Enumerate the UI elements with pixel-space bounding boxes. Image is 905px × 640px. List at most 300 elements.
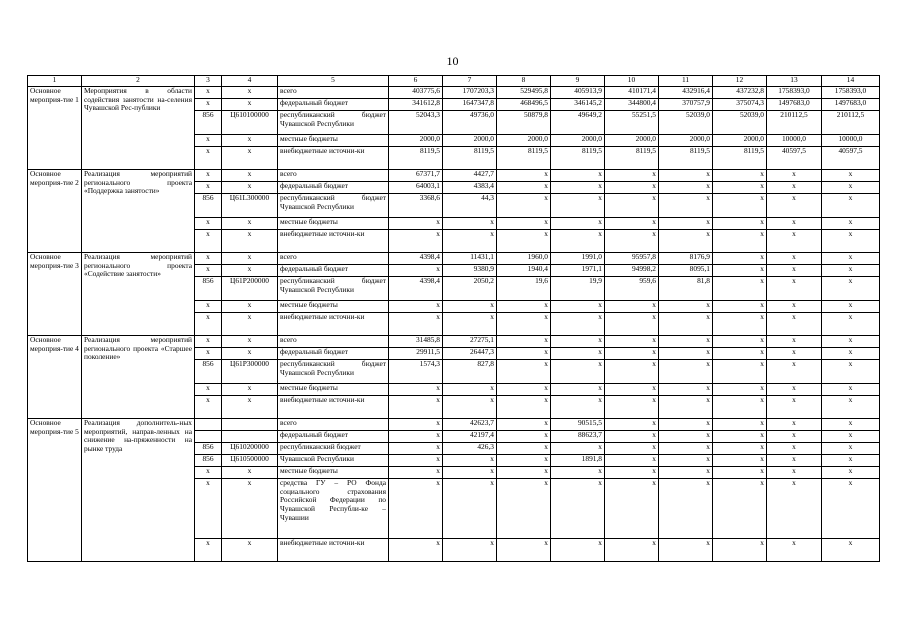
amount-cell: 1758393,0 — [767, 87, 822, 99]
amount-cell: 8119,5 — [443, 147, 497, 170]
amount-cell: х — [551, 396, 605, 419]
amount-cell: х — [713, 455, 767, 467]
amount-cell: 341612,8 — [389, 99, 443, 111]
amount-cell: х — [767, 443, 822, 455]
amount-cell: 8119,5 — [497, 147, 551, 170]
amount-cell: х — [605, 301, 659, 313]
amount-cell: х — [605, 194, 659, 218]
admin-code-cell: х — [195, 87, 222, 99]
amount-cell: х — [822, 479, 880, 539]
amount-cell: 210112,5 — [822, 111, 880, 135]
amount-cell: 1497683,0 — [767, 99, 822, 111]
amount-cell: х — [497, 313, 551, 336]
amount-cell: х — [767, 170, 822, 182]
amount-cell: 344800,4 — [605, 99, 659, 111]
admin-code-cell: х — [195, 265, 222, 277]
budget-code-cell: х — [222, 265, 278, 277]
budget-code-cell: х — [222, 348, 278, 360]
funding-source-cell: федеральный бюджет — [278, 99, 389, 111]
amount-cell: 959,6 — [605, 277, 659, 301]
amount-cell: 2000,0 — [551, 135, 605, 147]
amount-cell: х — [389, 443, 443, 455]
funding-source-cell: внебюджетные источни-ки — [278, 313, 389, 336]
amount-cell: х — [605, 384, 659, 396]
amount-cell: 468496,5 — [497, 99, 551, 111]
amount-cell: 8176,9 — [659, 253, 713, 265]
column-number: 12 — [713, 76, 767, 87]
budget-code-cell: х — [222, 301, 278, 313]
funding-source-cell: всего — [278, 170, 389, 182]
amount-cell: х — [443, 301, 497, 313]
budget-code-cell: х — [222, 467, 278, 479]
admin-code-cell: х — [195, 147, 222, 170]
amount-cell: х — [443, 455, 497, 467]
amount-cell: х — [713, 384, 767, 396]
amount-cell: х — [822, 313, 880, 336]
amount-cell: 81,8 — [659, 277, 713, 301]
amount-cell: 55251,5 — [605, 111, 659, 135]
amount-cell: х — [713, 348, 767, 360]
amount-cell: х — [551, 348, 605, 360]
amount-cell: х — [767, 182, 822, 194]
amount-cell: 370757,9 — [659, 99, 713, 111]
amount-cell: х — [659, 313, 713, 336]
amount-cell: 64003,1 — [389, 182, 443, 194]
amount-cell: х — [767, 467, 822, 479]
amount-cell: х — [767, 301, 822, 313]
table-row — [28, 253, 880, 265]
budget-code-cell: х — [222, 253, 278, 265]
funding-source-cell: федеральный бюджет — [278, 265, 389, 277]
amount-cell: х — [497, 360, 551, 384]
admin-code-cell: х — [195, 467, 222, 479]
amount-cell: 88623,7 — [551, 431, 605, 443]
amount-cell: х — [605, 348, 659, 360]
amount-cell: 1574,3 — [389, 360, 443, 384]
amount-cell: х — [551, 539, 605, 562]
amount-cell: х — [767, 277, 822, 301]
amount-cell: х — [822, 277, 880, 301]
amount-cell: х — [659, 348, 713, 360]
admin-code-cell: х — [195, 396, 222, 419]
amount-cell: х — [497, 419, 551, 431]
funding-source-cell: федеральный бюджет — [278, 182, 389, 194]
funding-source-cell: местные бюджеты — [278, 218, 389, 230]
amount-cell: 2000,0 — [389, 135, 443, 147]
amount-cell: 529495,8 — [497, 87, 551, 99]
budget-code-cell: Ц610200000 — [222, 443, 278, 455]
amount-cell: х — [713, 253, 767, 265]
funding-source-cell: республиканский бюджет Чувашской Республики — [278, 111, 389, 135]
amount-cell: х — [443, 313, 497, 336]
admin-code-cell: х — [195, 479, 222, 539]
amount-cell: х — [497, 396, 551, 419]
amount-cell: 2000,0 — [497, 135, 551, 147]
amount-cell: х — [713, 170, 767, 182]
amount-cell: х — [767, 313, 822, 336]
amount-cell: 403775,6 — [389, 87, 443, 99]
amount-cell: х — [713, 396, 767, 419]
amount-cell: х — [713, 443, 767, 455]
amount-cell: х — [497, 467, 551, 479]
amount-cell: х — [551, 443, 605, 455]
column-number: 4 — [222, 76, 278, 87]
admin-code-cell: 856 — [195, 194, 222, 218]
funding-source-cell: федеральный бюджет — [278, 431, 389, 443]
amount-cell: х — [822, 467, 880, 479]
amount-cell: 4427,7 — [443, 170, 497, 182]
table-body — [28, 76, 880, 562]
measure-title: Основное мероприя-тие 2 — [28, 170, 82, 253]
admin-code-cell: 856 — [195, 277, 222, 301]
amount-cell: х — [443, 396, 497, 419]
amount-cell: 1960,0 — [497, 253, 551, 265]
measure-description: Реализация мероприятий регионального проекта «Старшее поколение» — [82, 336, 195, 419]
amount-cell: 1647347,8 — [443, 99, 497, 111]
amount-cell: 4398,4 — [389, 253, 443, 265]
amount-cell: х — [767, 384, 822, 396]
amount-cell: х — [389, 431, 443, 443]
amount-cell: х — [605, 336, 659, 348]
column-number: 11 — [659, 76, 713, 87]
amount-cell: х — [389, 479, 443, 539]
amount-cell: 4383,4 — [443, 182, 497, 194]
amount-cell: 42197,4 — [443, 431, 497, 443]
amount-cell: 2000,0 — [443, 135, 497, 147]
admin-code-cell: х — [195, 218, 222, 230]
budget-code-cell: х — [222, 313, 278, 336]
amount-cell: 95957,8 — [605, 253, 659, 265]
amount-cell: х — [389, 301, 443, 313]
funding-source-cell: местные бюджеты — [278, 135, 389, 147]
amount-cell: х — [767, 396, 822, 419]
amount-cell: 437232,8 — [713, 87, 767, 99]
column-number: 14 — [822, 76, 880, 87]
admin-code-cell: х — [195, 253, 222, 265]
amount-cell: 52039,0 — [713, 111, 767, 135]
amount-cell: х — [605, 419, 659, 431]
amount-cell: х — [659, 455, 713, 467]
amount-cell: х — [822, 455, 880, 467]
funding-source-cell: Чувашской Республики — [278, 455, 389, 467]
budget-code-cell: х — [222, 135, 278, 147]
amount-cell: х — [605, 230, 659, 253]
amount-cell: х — [659, 194, 713, 218]
amount-cell: х — [659, 396, 713, 419]
amount-cell: х — [822, 170, 880, 182]
amount-cell: 94998,2 — [605, 265, 659, 277]
admin-code-cell: 856 — [195, 360, 222, 384]
amount-cell: 346145,2 — [551, 99, 605, 111]
amount-cell: х — [605, 539, 659, 562]
column-number: 2 — [82, 76, 195, 87]
amount-cell: х — [659, 218, 713, 230]
measure-title: Основное мероприя-тие 4 — [28, 336, 82, 419]
amount-cell: х — [713, 218, 767, 230]
amount-cell: х — [497, 218, 551, 230]
amount-cell: х — [497, 479, 551, 539]
amount-cell: 1971,1 — [551, 265, 605, 277]
measure-title: Основное мероприя-тие 1 — [28, 87, 82, 170]
amount-cell: х — [389, 419, 443, 431]
amount-cell: х — [822, 539, 880, 562]
amount-cell: 11431,1 — [443, 253, 497, 265]
amount-cell: х — [767, 360, 822, 384]
admin-code-cell: 856 — [195, 455, 222, 467]
amount-cell: 19,6 — [497, 277, 551, 301]
amount-cell: 4398,4 — [389, 277, 443, 301]
funding-source-cell: республиканский бюджет Чувашской Республики — [278, 277, 389, 301]
amount-cell: х — [389, 396, 443, 419]
funding-source-cell: внебюджетные источни-ки — [278, 396, 389, 419]
budget-table — [27, 75, 880, 562]
amount-cell: х — [551, 313, 605, 336]
funding-source-cell: республиканский бюджет Чувашской Республики — [278, 360, 389, 384]
amount-cell: х — [605, 170, 659, 182]
amount-cell: х — [822, 265, 880, 277]
amount-cell: х — [497, 443, 551, 455]
amount-cell: х — [443, 467, 497, 479]
amount-cell: х — [659, 230, 713, 253]
amount-cell: х — [713, 419, 767, 431]
column-number: 6 — [389, 76, 443, 87]
amount-cell: 27275,1 — [443, 336, 497, 348]
funding-source-cell: федеральный бюджет — [278, 348, 389, 360]
admin-code-cell: х — [195, 301, 222, 313]
column-number: 1 — [28, 76, 82, 87]
amount-cell: 8119,5 — [659, 147, 713, 170]
admin-code-cell: 856 — [195, 111, 222, 135]
admin-code-cell: х — [195, 230, 222, 253]
amount-cell: 49649,2 — [551, 111, 605, 135]
measure-title: Основное мероприя-тие 5 — [28, 419, 82, 562]
amount-cell: х — [659, 431, 713, 443]
amount-cell: х — [497, 301, 551, 313]
admin-code-cell: х — [195, 384, 222, 396]
amount-cell: 210112,5 — [767, 111, 822, 135]
amount-cell: х — [767, 218, 822, 230]
budget-code-cell: х — [222, 384, 278, 396]
amount-cell: х — [659, 170, 713, 182]
measure-title: Основное мероприя-тие 3 — [28, 253, 82, 336]
amount-cell: 2000,0 — [713, 135, 767, 147]
amount-cell: 2000,0 — [659, 135, 713, 147]
amount-cell: х — [822, 301, 880, 313]
budget-code-cell: Ц61L300000 — [222, 194, 278, 218]
amount-cell: 67371,7 — [389, 170, 443, 182]
funding-source-cell: всего — [278, 419, 389, 431]
amount-cell: 29911,5 — [389, 348, 443, 360]
table-row — [28, 336, 880, 348]
amount-cell: х — [551, 467, 605, 479]
funding-source-cell: внебюджетные источни-ки — [278, 230, 389, 253]
budget-code-cell: х — [222, 539, 278, 562]
amount-cell: х — [713, 301, 767, 313]
funding-source-cell: местные бюджеты — [278, 384, 389, 396]
amount-cell: х — [822, 384, 880, 396]
page-number: 10 — [446, 54, 459, 68]
measure-description: Реализация дополнитель-ных мероприятий, направ-ленных на снижение на-пряженности на рынке труда — [82, 419, 195, 562]
amount-cell: х — [822, 194, 880, 218]
amount-cell: х — [605, 467, 659, 479]
amount-cell: х — [822, 348, 880, 360]
table-row — [28, 419, 880, 431]
amount-cell: 8119,5 — [713, 147, 767, 170]
amount-cell: х — [605, 182, 659, 194]
funding-source-cell: республиканский бюджет — [278, 443, 389, 455]
amount-cell: х — [659, 360, 713, 384]
amount-cell: х — [767, 194, 822, 218]
admin-code-cell: 856 — [195, 443, 222, 455]
budget-code-cell — [222, 419, 278, 431]
admin-code-cell: х — [195, 135, 222, 147]
amount-cell: х — [551, 360, 605, 384]
budget-code-cell: х — [222, 336, 278, 348]
amount-cell: х — [605, 396, 659, 419]
amount-cell: х — [389, 265, 443, 277]
amount-cell: х — [767, 265, 822, 277]
admin-code-cell — [195, 431, 222, 443]
amount-cell: х — [551, 384, 605, 396]
amount-cell: 49736,0 — [443, 111, 497, 135]
amount-cell: х — [659, 443, 713, 455]
amount-cell: х — [605, 360, 659, 384]
amount-cell: х — [551, 479, 605, 539]
amount-cell: 31485,8 — [389, 336, 443, 348]
amount-cell: х — [605, 443, 659, 455]
amount-cell: х — [659, 539, 713, 562]
admin-code-cell — [195, 419, 222, 431]
amount-cell: 19,9 — [551, 277, 605, 301]
budget-code-cell: х — [222, 182, 278, 194]
amount-cell: х — [767, 253, 822, 265]
budget-code-cell: Ц610500000 — [222, 455, 278, 467]
amount-cell: х — [659, 467, 713, 479]
amount-cell: х — [605, 218, 659, 230]
amount-cell: х — [822, 419, 880, 431]
admin-code-cell: х — [195, 348, 222, 360]
amount-cell: х — [443, 230, 497, 253]
budget-code-cell: х — [222, 87, 278, 99]
funding-source-cell: внебюджетные источни-ки — [278, 539, 389, 562]
amount-cell: х — [713, 265, 767, 277]
measure-description: Реализация мероприятий регионального проекта «Содействие занятости» — [82, 253, 195, 336]
amount-cell: 375074,3 — [713, 99, 767, 111]
budget-code-cell: х — [222, 170, 278, 182]
amount-cell: 1991,0 — [551, 253, 605, 265]
admin-code-cell: х — [195, 336, 222, 348]
admin-code-cell: х — [195, 313, 222, 336]
amount-cell: х — [605, 313, 659, 336]
budget-code-cell: Ц610100000 — [222, 111, 278, 135]
funding-source-cell: средства ГУ – РО Фонда социального страхования Российской Федерации по Чувашской Республи-ке – Чувашии — [278, 479, 389, 539]
amount-cell: х — [443, 539, 497, 562]
amount-cell: х — [659, 419, 713, 431]
amount-cell: 1707203,3 — [443, 87, 497, 99]
amount-cell: х — [551, 301, 605, 313]
amount-cell: х — [713, 194, 767, 218]
amount-cell: 52043,3 — [389, 111, 443, 135]
amount-cell: х — [713, 313, 767, 336]
table-row — [28, 170, 880, 182]
funding-source-cell: местные бюджеты — [278, 301, 389, 313]
admin-code-cell: х — [195, 182, 222, 194]
amount-cell: х — [389, 313, 443, 336]
amount-cell: х — [389, 218, 443, 230]
budget-code-cell: х — [222, 230, 278, 253]
column-number-row — [28, 76, 880, 87]
amount-cell: х — [659, 384, 713, 396]
amount-cell: 42623,7 — [443, 419, 497, 431]
amount-cell: х — [497, 336, 551, 348]
column-number: 10 — [605, 76, 659, 87]
amount-cell: х — [822, 336, 880, 348]
amount-cell: х — [605, 455, 659, 467]
amount-cell: х — [767, 336, 822, 348]
amount-cell: х — [497, 170, 551, 182]
amount-cell: 8095,1 — [659, 265, 713, 277]
budget-code-cell: Ц61P300000 — [222, 360, 278, 384]
amount-cell: х — [767, 419, 822, 431]
admin-code-cell: х — [195, 539, 222, 562]
amount-cell: 827,8 — [443, 360, 497, 384]
amount-cell: х — [551, 170, 605, 182]
amount-cell: х — [389, 230, 443, 253]
amount-cell: х — [659, 182, 713, 194]
amount-cell: 1497683,0 — [822, 99, 880, 111]
amount-cell: х — [497, 194, 551, 218]
amount-cell: х — [497, 348, 551, 360]
budget-code-cell: х — [222, 396, 278, 419]
funding-source-cell: всего — [278, 87, 389, 99]
amount-cell: х — [605, 479, 659, 539]
amount-cell: х — [767, 479, 822, 539]
budget-code-cell: х — [222, 147, 278, 170]
amount-cell: 2000,0 — [605, 135, 659, 147]
amount-cell: х — [713, 230, 767, 253]
amount-cell: х — [713, 431, 767, 443]
amount-cell: х — [713, 336, 767, 348]
amount-cell: х — [551, 218, 605, 230]
budget-code-cell: х — [222, 479, 278, 539]
amount-cell: х — [497, 455, 551, 467]
amount-cell: х — [713, 479, 767, 539]
amount-cell: х — [443, 384, 497, 396]
funding-source-cell: всего — [278, 253, 389, 265]
amount-cell: х — [551, 336, 605, 348]
amount-cell: х — [497, 230, 551, 253]
amount-cell: 52039,0 — [659, 111, 713, 135]
amount-cell: 1940,4 — [497, 265, 551, 277]
amount-cell: х — [713, 539, 767, 562]
amount-cell: х — [389, 539, 443, 562]
admin-code-cell: х — [195, 99, 222, 111]
amount-cell: 8119,5 — [551, 147, 605, 170]
amount-cell: х — [497, 182, 551, 194]
amount-cell: х — [767, 539, 822, 562]
funding-source-cell: местные бюджеты — [278, 467, 389, 479]
table-row — [28, 87, 880, 99]
amount-cell: 26447,3 — [443, 348, 497, 360]
amount-cell: 426,3 — [443, 443, 497, 455]
amount-cell: 40597,5 — [822, 147, 880, 170]
measure-description: Реализация мероприятий регионального проекта «Поддержка занятости» — [82, 170, 195, 253]
funding-source-cell: всего — [278, 336, 389, 348]
amount-cell: 405913,9 — [551, 87, 605, 99]
amount-cell: х — [713, 277, 767, 301]
budget-code-cell: Ц61P200000 — [222, 277, 278, 301]
amount-cell: х — [822, 253, 880, 265]
